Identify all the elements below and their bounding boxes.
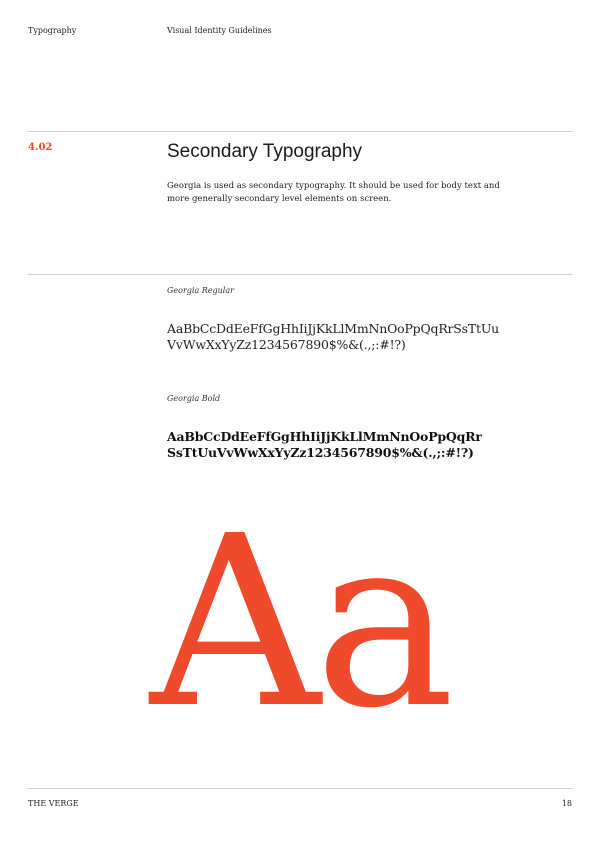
- specimen-bold-line-2: SsTtUuVvWwXxYyZz1234567890$%&(.,;:#!?): [167, 445, 474, 460]
- specimen-regular-line-2: VvWwXxYyZz1234567890$%&(.,;:#!?): [167, 337, 406, 352]
- footer-divider: [28, 788, 572, 789]
- footer-brand: THE VERGE: [28, 799, 79, 808]
- specimen-bold-line-1: AaBbCcDdEeFfGgHhIiJjKkLlMmNnOoPpQqRr: [167, 429, 482, 444]
- specimen-glyphs-bold: [167, 429, 497, 461]
- section-divider-top: [28, 131, 572, 132]
- section-number: 4.02: [28, 142, 53, 153]
- header-document-title: Visual Identity Guidelines: [167, 26, 272, 35]
- specimen-glyphs-regular: [167, 321, 500, 353]
- footer-page-number: 18: [561, 799, 572, 808]
- hero-glyph-aa: Aa: [150, 485, 450, 760]
- header-section-label: Typography: [28, 26, 77, 35]
- specimen-label-regular: Georgia Regular: [167, 286, 234, 295]
- specimen-label-bold: Georgia Bold: [167, 394, 221, 403]
- section-description: Georgia is used as secondary typography. It should be used for body text and more generally secondary level elements on screen.: [167, 181, 500, 204]
- section-divider-specimens: [28, 274, 572, 275]
- section-title: Secondary Typography: [167, 141, 363, 162]
- specimen-regular-line-1: AaBbCcDdEeFfGgHhIiJjKkLlMmNnOoPpQqRrSsTtUu: [167, 321, 500, 336]
